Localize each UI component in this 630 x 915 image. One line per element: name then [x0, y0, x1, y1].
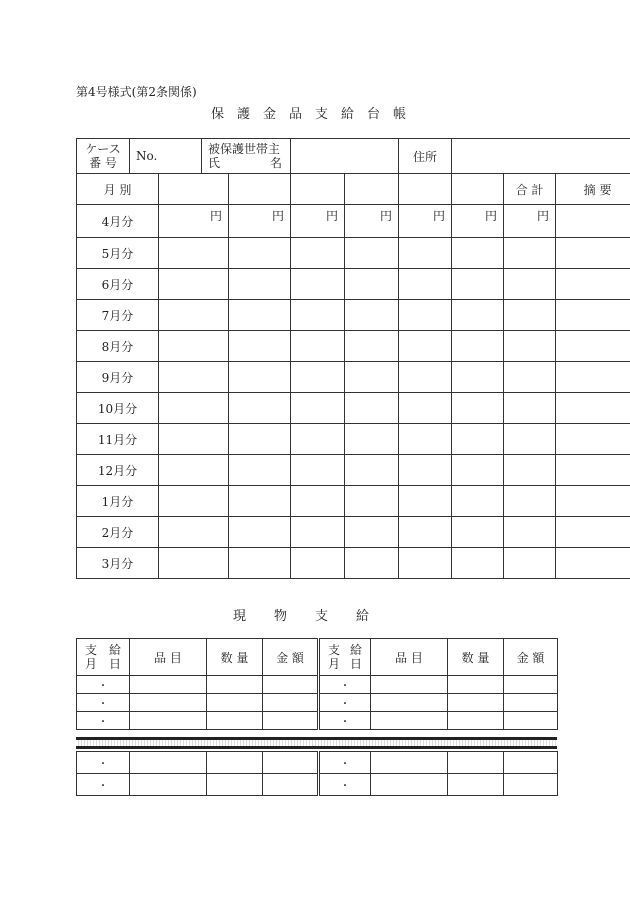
month-row	[77, 331, 630, 362]
amount-cell[interactable]	[452, 269, 504, 300]
month-row	[77, 424, 630, 455]
amount-cell[interactable]	[504, 455, 556, 486]
supply-date-label: 給	[349, 643, 362, 657]
remarks-cell[interactable]	[556, 205, 630, 238]
amount-cell[interactable]	[504, 774, 558, 796]
amount-column-header-2	[229, 174, 291, 205]
month-row	[77, 548, 630, 579]
item-cell[interactable]	[371, 712, 448, 730]
amount-cell[interactable]: 円	[291, 205, 345, 238]
supply-date-cell[interactable]: ・	[77, 676, 130, 694]
supply-date-cell[interactable]: ・	[77, 712, 130, 730]
month-row	[77, 486, 630, 517]
amount-cell[interactable]	[504, 331, 556, 362]
amount-cell[interactable]	[345, 331, 399, 362]
amount-cell[interactable]	[229, 424, 291, 455]
amount-cell[interactable]	[291, 424, 345, 455]
household-label-surname: 氏	[208, 156, 221, 170]
supply-date-cell[interactable]: ・	[319, 712, 371, 730]
amount-cell[interactable]: 円	[504, 205, 556, 238]
amount-column-header-5	[399, 174, 452, 205]
quantity-cell[interactable]	[207, 676, 263, 694]
amount-cell[interactable]	[291, 300, 345, 331]
quantity-cell[interactable]	[207, 774, 263, 796]
supply-date-header-left	[77, 639, 130, 676]
amount-column-header-4	[345, 174, 399, 205]
month-label: 2月分	[77, 517, 159, 548]
amount-cell[interactable]	[159, 331, 229, 362]
amount-column-header-3	[291, 174, 345, 205]
amount-cell[interactable]	[229, 331, 291, 362]
amount-cell[interactable]	[229, 300, 291, 331]
amount-cell[interactable]	[452, 424, 504, 455]
supply-date-label: 支	[328, 643, 341, 657]
amount-cell[interactable]	[229, 269, 291, 300]
amount-cell[interactable]	[229, 548, 291, 579]
month-label: 10月分	[77, 393, 159, 424]
amount-cell[interactable]	[291, 517, 345, 548]
page-title: 保護金品支給台帳	[210, 107, 419, 122]
month-column-header: 月 別	[77, 174, 159, 205]
amount-cell[interactable]	[452, 362, 504, 393]
item-cell[interactable]	[371, 774, 448, 796]
month-label: 1月分	[77, 486, 159, 517]
amount-cell[interactable]	[263, 752, 319, 774]
amount-cell[interactable]	[399, 393, 452, 424]
household-label-bottom	[208, 156, 290, 170]
amount-cell[interactable]	[345, 517, 399, 548]
item-header-right: 品 目	[371, 639, 448, 676]
amount-cell[interactable]	[504, 694, 558, 712]
supply-date-label: 日	[349, 657, 362, 671]
amount-cell[interactable]	[452, 238, 504, 269]
amount-cell[interactable]	[159, 362, 229, 393]
amount-cell[interactable]	[452, 331, 504, 362]
amount-cell[interactable]	[159, 548, 229, 579]
supply-date-cell[interactable]: ・	[77, 774, 130, 796]
quantity-cell[interactable]	[448, 752, 504, 774]
remarks-cell[interactable]	[556, 393, 630, 424]
amount-cell[interactable]	[452, 486, 504, 517]
amount-cell[interactable]	[399, 300, 452, 331]
amount-cell[interactable]	[452, 548, 504, 579]
amount-cell[interactable]	[399, 455, 452, 486]
amount-cell[interactable]	[504, 393, 556, 424]
amount-cell[interactable]	[345, 455, 399, 486]
payment-ledger-table	[76, 138, 630, 579]
remarks-cell[interactable]	[556, 455, 630, 486]
case-label-bottom: 番 号	[89, 156, 117, 170]
amount-cell[interactable]	[452, 393, 504, 424]
month-row	[77, 238, 630, 269]
amount-cell[interactable]	[399, 424, 452, 455]
amount-cell[interactable]	[504, 300, 556, 331]
amount-cell[interactable]: 円	[229, 205, 291, 238]
supply-row	[77, 676, 558, 694]
amount-cell[interactable]: 円	[345, 205, 399, 238]
remarks-cell[interactable]	[556, 300, 630, 331]
amount-cell[interactable]	[452, 300, 504, 331]
item-header-left: 品 目	[130, 639, 207, 676]
amount-cell[interactable]	[263, 676, 319, 694]
amount-cell[interactable]	[399, 269, 452, 300]
month-label: 7月分	[77, 300, 159, 331]
item-cell[interactable]	[371, 676, 448, 694]
amount-cell[interactable]	[399, 486, 452, 517]
supply-date-cell[interactable]: ・	[319, 676, 371, 694]
supply-row	[77, 712, 558, 730]
month-label: 6月分	[77, 269, 159, 300]
quantity-cell[interactable]	[207, 694, 263, 712]
month-row	[77, 517, 630, 548]
remarks-cell[interactable]	[556, 424, 630, 455]
supply-date-cell[interactable]: ・	[319, 774, 371, 796]
remarks-cell[interactable]	[556, 269, 630, 300]
amount-cell[interactable]	[159, 393, 229, 424]
supply-date-cell[interactable]: ・	[319, 694, 371, 712]
amount-column-header-1	[159, 174, 229, 205]
ledger-header-row	[77, 139, 630, 174]
amount-cell[interactable]	[504, 486, 556, 517]
supply-date-label: 給	[108, 643, 121, 657]
amount-cell[interactable]	[345, 362, 399, 393]
amount-cell[interactable]	[399, 548, 452, 579]
case-no-label: No.	[130, 139, 202, 174]
item-cell[interactable]	[130, 676, 207, 694]
amount-cell[interactable]	[263, 774, 319, 796]
amount-cell[interactable]	[229, 362, 291, 393]
in-kind-supply-table-continued	[76, 751, 558, 796]
amount-cell[interactable]	[159, 455, 229, 486]
supply-row	[77, 774, 558, 796]
month-row	[77, 269, 630, 300]
amount-cell[interactable]	[159, 238, 229, 269]
amount-cell[interactable]	[229, 517, 291, 548]
household-label-top: 被保護世帯主	[208, 142, 281, 156]
amount-cell[interactable]	[399, 238, 452, 269]
form-number-label: 第4号様式(第2条関係)	[76, 85, 197, 99]
quantity-cell[interactable]	[448, 712, 504, 730]
supply-date-cell[interactable]: ・	[77, 752, 130, 774]
amount-cell[interactable]	[504, 712, 558, 730]
quantity-header-left: 数 量	[207, 639, 263, 676]
table-break-divider	[76, 737, 557, 749]
quantity-cell[interactable]	[448, 774, 504, 796]
month-row	[77, 205, 630, 238]
supply-date-label: 日	[108, 657, 121, 671]
amount-cell[interactable]	[399, 362, 452, 393]
amount-cell[interactable]	[345, 393, 399, 424]
supply-header-row	[77, 639, 558, 676]
amount-cell[interactable]	[504, 676, 558, 694]
month-label: 5月分	[77, 238, 159, 269]
month-label: 3月分	[77, 548, 159, 579]
amount-cell[interactable]	[504, 517, 556, 548]
amount-cell[interactable]	[345, 300, 399, 331]
supply-date-label: 支	[85, 643, 98, 657]
amount-cell[interactable]	[399, 517, 452, 548]
case-number-label	[77, 139, 130, 174]
month-row	[77, 362, 630, 393]
amount-cell[interactable]	[159, 424, 229, 455]
supply-date-label: 月	[328, 657, 341, 671]
amount-column-header-6	[452, 174, 504, 205]
remarks-cell[interactable]	[556, 517, 630, 548]
amount-cell[interactable]	[452, 517, 504, 548]
amount-cell[interactable]	[229, 393, 291, 424]
quantity-header-right: 数 量	[448, 639, 504, 676]
month-label: 12月分	[77, 455, 159, 486]
month-row	[77, 393, 630, 424]
amount-cell[interactable]	[504, 424, 556, 455]
amount-cell[interactable]	[263, 694, 319, 712]
supply-date-cell[interactable]: ・	[77, 694, 130, 712]
supply-date-header-right	[319, 639, 371, 676]
remarks-cell[interactable]	[556, 486, 630, 517]
amount-header-right: 金 額	[504, 639, 558, 676]
item-cell[interactable]	[130, 774, 207, 796]
household-head-field[interactable]	[291, 139, 399, 174]
amount-cell[interactable]	[504, 752, 558, 774]
amount-cell[interactable]	[291, 238, 345, 269]
item-cell[interactable]	[130, 694, 207, 712]
month-label: 4月分	[77, 205, 159, 238]
amount-cell[interactable]	[452, 455, 504, 486]
supply-row	[77, 752, 558, 774]
amount-cell[interactable]	[159, 300, 229, 331]
remarks-cell[interactable]	[556, 548, 630, 579]
amount-cell[interactable]	[345, 269, 399, 300]
amount-cell[interactable]	[159, 486, 229, 517]
amount-cell[interactable]	[504, 269, 556, 300]
amount-cell[interactable]	[291, 455, 345, 486]
case-label-top: ケース	[85, 142, 121, 156]
address-field[interactable]	[452, 139, 630, 174]
item-cell[interactable]	[371, 752, 448, 774]
remarks-cell[interactable]	[556, 362, 630, 393]
amount-cell[interactable]	[504, 362, 556, 393]
amount-cell[interactable]	[291, 486, 345, 517]
amount-cell[interactable]: 円	[159, 205, 229, 238]
amount-cell[interactable]	[399, 331, 452, 362]
amount-cell[interactable]	[504, 238, 556, 269]
amount-header-left: 金 額	[263, 639, 319, 676]
supply-date-label: 月	[85, 657, 98, 671]
remarks-column-header: 摘 要	[556, 174, 630, 205]
amount-cell[interactable]	[345, 424, 399, 455]
household-label-name: 名	[270, 156, 283, 170]
amount-cell[interactable]	[159, 517, 229, 548]
household-head-label	[202, 139, 291, 174]
ledger-column-header-row	[77, 174, 630, 205]
month-row	[77, 455, 630, 486]
amount-cell[interactable]	[291, 393, 345, 424]
amount-cell[interactable]	[291, 331, 345, 362]
quantity-cell[interactable]	[448, 676, 504, 694]
amount-cell[interactable]	[504, 548, 556, 579]
amount-cell[interactable]	[159, 269, 229, 300]
amount-cell[interactable]	[291, 548, 345, 579]
amount-cell[interactable]: 円	[452, 205, 504, 238]
remarks-cell[interactable]	[556, 331, 630, 362]
amount-cell[interactable]	[291, 362, 345, 393]
in-kind-section-title: 現物支給	[232, 609, 397, 624]
month-label: 11月分	[77, 424, 159, 455]
month-row	[77, 300, 630, 331]
quantity-cell[interactable]	[448, 694, 504, 712]
amount-cell[interactable]	[229, 486, 291, 517]
item-cell[interactable]	[371, 694, 448, 712]
amount-cell[interactable]	[345, 486, 399, 517]
supply-date-cell[interactable]: ・	[319, 752, 371, 774]
amount-cell[interactable]	[229, 238, 291, 269]
total-column-header: 合 計	[504, 174, 556, 205]
amount-cell[interactable]	[291, 269, 345, 300]
quantity-cell[interactable]	[207, 752, 263, 774]
address-label: 住所	[399, 139, 452, 174]
amount-cell[interactable]	[263, 712, 319, 730]
amount-cell[interactable]	[229, 455, 291, 486]
item-cell[interactable]	[130, 752, 207, 774]
month-label: 8月分	[77, 331, 159, 362]
month-label: 9月分	[77, 362, 159, 393]
amount-cell[interactable]	[345, 548, 399, 579]
amount-cell[interactable]: 円	[399, 205, 452, 238]
remarks-cell[interactable]	[556, 238, 630, 269]
quantity-cell[interactable]	[207, 712, 263, 730]
supply-row	[77, 694, 558, 712]
item-cell[interactable]	[130, 712, 207, 730]
amount-cell[interactable]	[345, 238, 399, 269]
in-kind-supply-table	[76, 638, 558, 730]
